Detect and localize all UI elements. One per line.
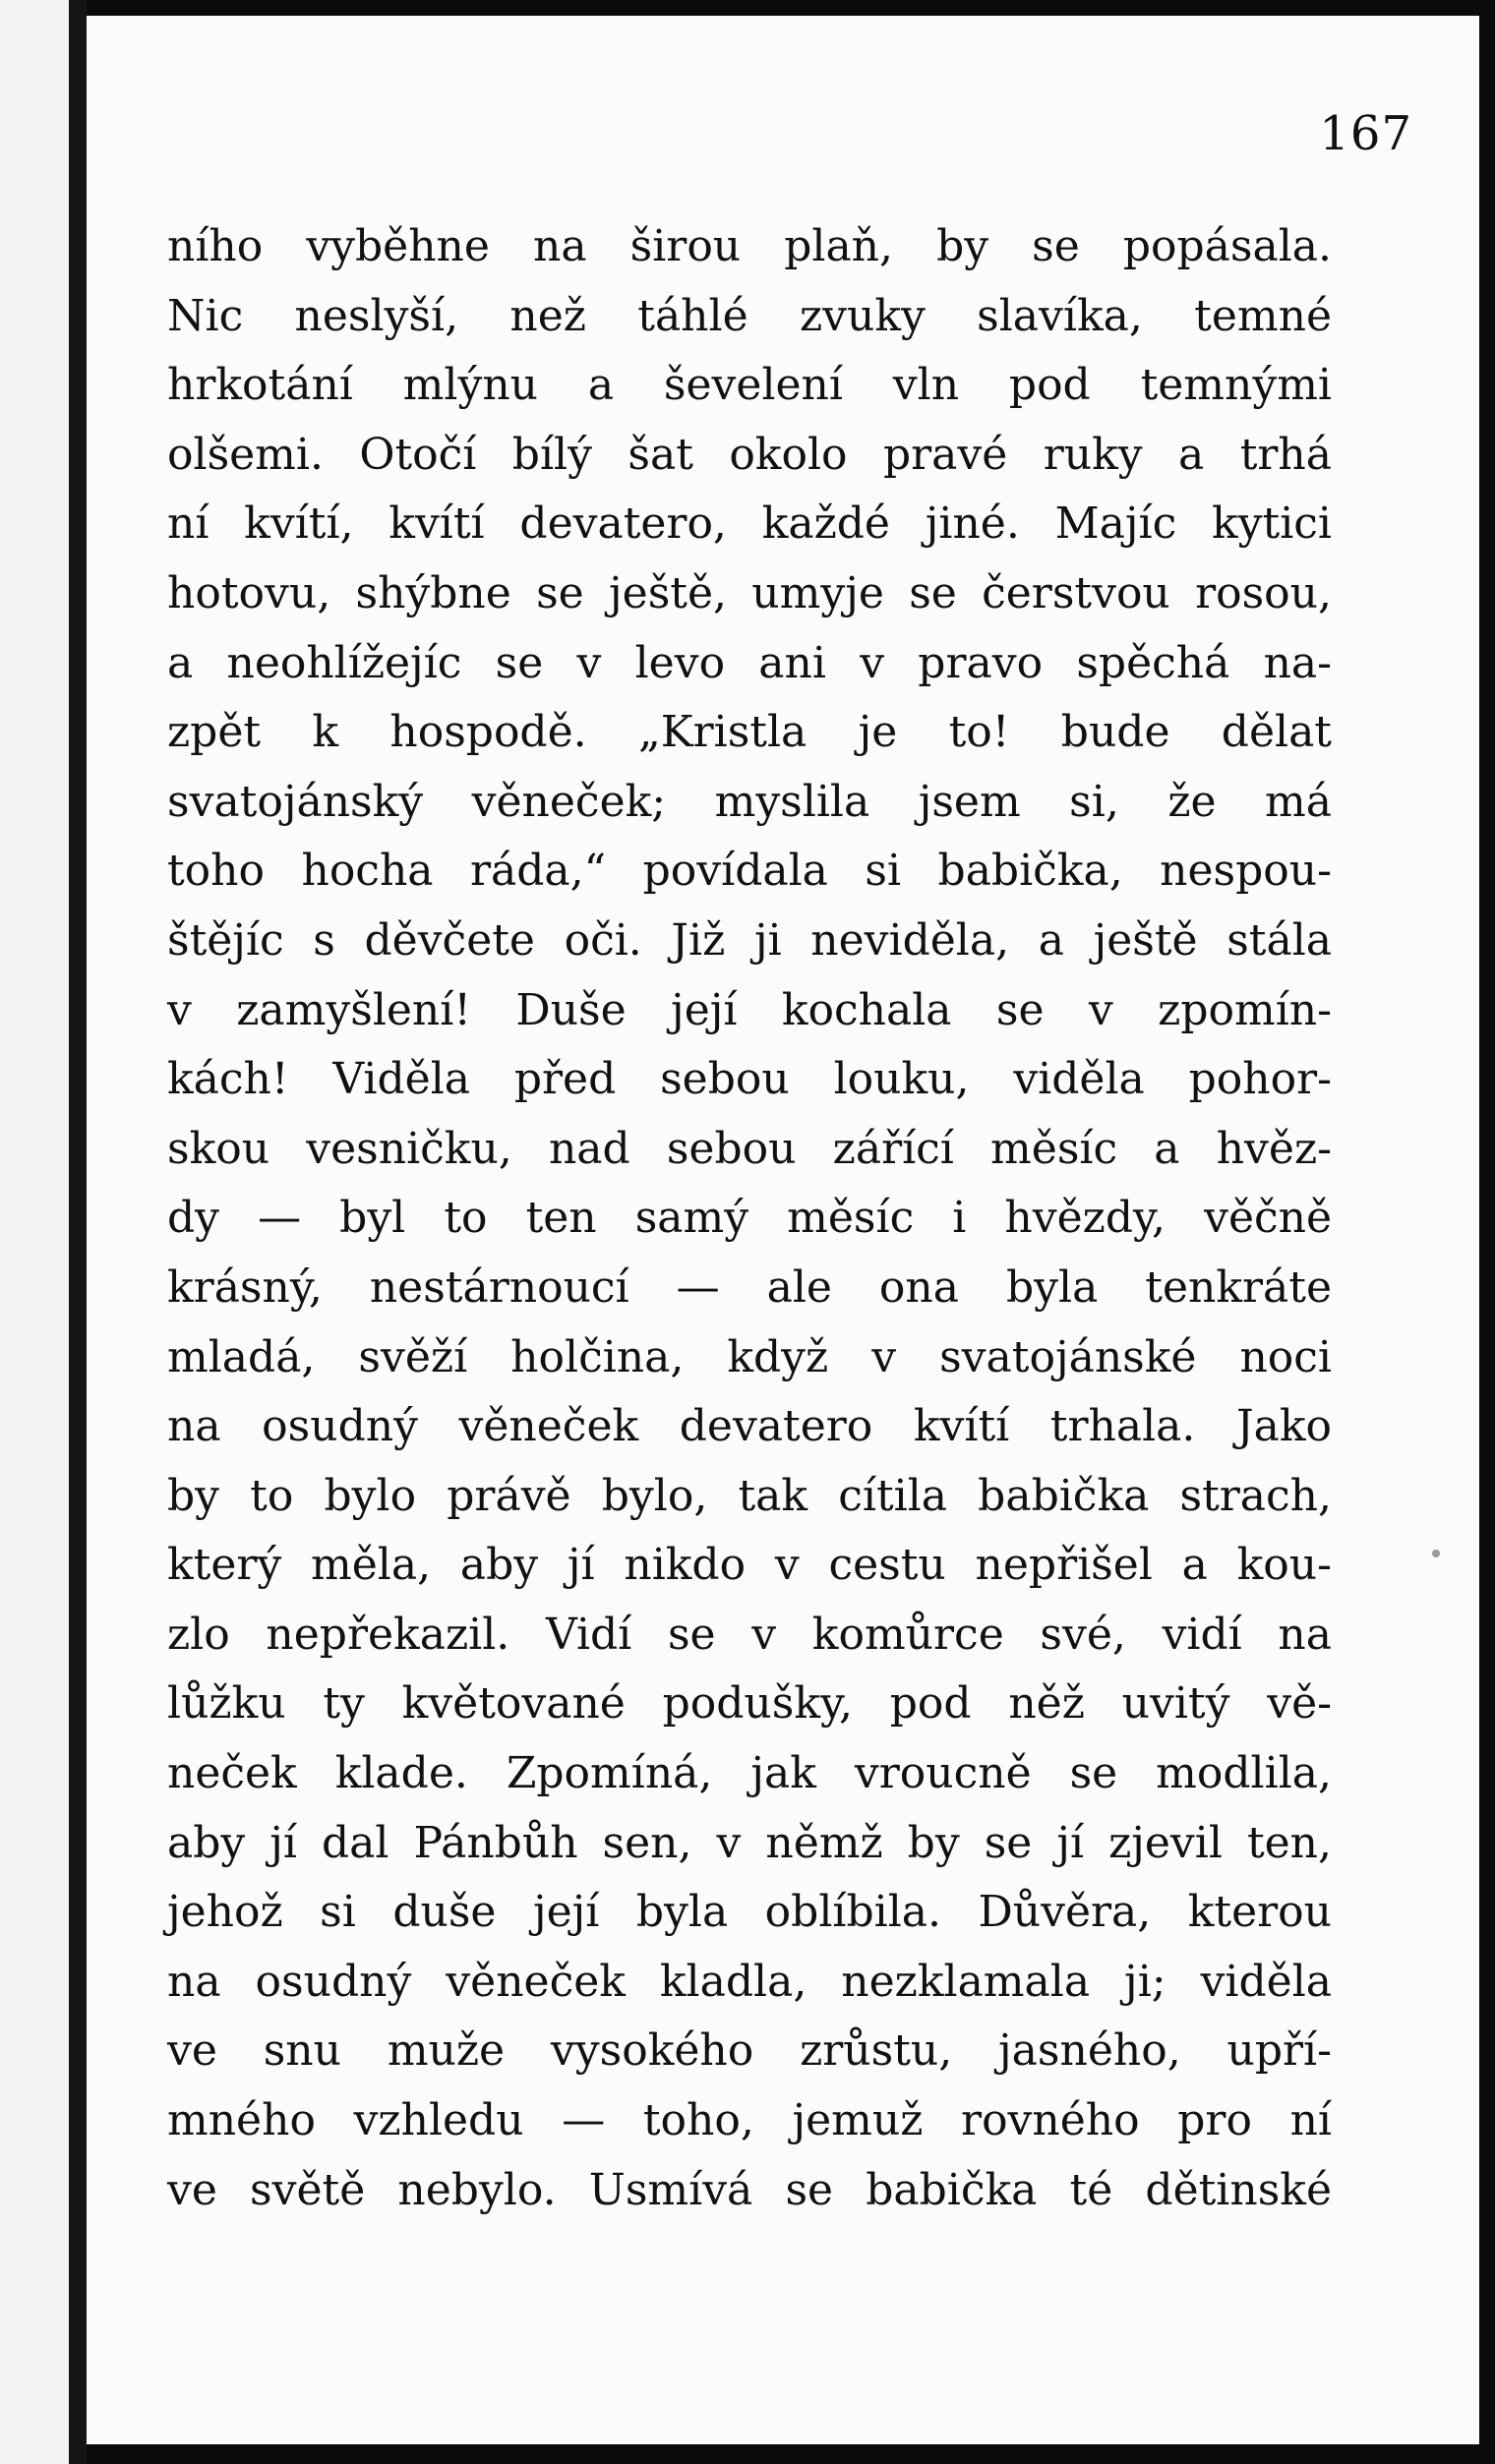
text-line: toho hocha ráda,“ povídala si babička, nespou- [167,846,1332,897]
text-line: aby jí dal Pánbůh sen, v němž by se jí zjevil ten, [167,1817,1332,1868]
text-line: ní kvítí, kvítí devatero, každé jiné. Majíc kytici [167,499,1332,550]
text-line: ve snu muže vysokého zrůstu, jasného, upří- [167,2025,1332,2077]
text-line: by to bylo právě bylo, tak cítila babička strach, [167,1470,1332,1521]
text-line: zlo nepřekazil. Vidí se v komůrce své, vidí na [167,1609,1332,1660]
text-line: v zamyšlení! Duše její kochala se v zpomín- [167,984,1332,1035]
text-line: olšemi. Otočí bílý šat okolo pravé ruky a trhá [167,429,1332,480]
text-line: mného vzhledu — toho, jemuž rovného pro ní [167,2095,1332,2146]
text-line: na osudný věneček devatero kvítí trhala. Jako [167,1401,1332,1452]
text-line: štějíc s děvčete oči. Již ji neviděla, a ještě stála [167,914,1332,966]
text-line: kách! Viděla před sebou louku, viděla pohor- [167,1054,1332,1105]
text-line: ve světě nebylo. Usmívá se babička té dětinské [167,2164,1332,2215]
text-line: krásný, nestárnoucí — ale ona byla tenkráte [167,1261,1332,1313]
paper-speck [1432,1550,1440,1557]
text-line: neček klade. Zpomíná, jak vroucně se modlila, [167,1748,1332,1799]
text-line: zpět k hospodě. „Kristla je to! bude dělat [167,707,1332,758]
text-line: hrkotání mlýnu a ševelení vln pod temnými [167,360,1332,411]
text-line: hotovu, shýbne se ještě, umyje se čerstvou rosou, [167,567,1332,618]
text-line: na osudný věneček kladla, nezklamala ji; viděla [167,1956,1332,2007]
text-line: ního vyběhne na širou plaň, by se popásala. [167,221,1332,271]
text-line: svatojánský věneček; myslila jsem si, že má [167,776,1332,827]
page-number: 167 [1319,106,1412,161]
spine-shadow [69,0,87,2464]
body-text [167,212,1332,2225]
text-line: mladá, svěží holčina, když v svatojánské noci [167,1331,1332,1382]
text-line: lůžku ty květované podušky, pod něž uvitý vě- [167,1678,1332,1730]
text-line: který měla, aby jí nikdo v cestu nepřišel a kou- [167,1540,1332,1591]
text-line: skou vesničku, nad sebou zářící měsíc a hvěz- [167,1123,1332,1174]
left-margin [0,0,69,2464]
text-line: a neohlížejíc se v levo ani v pravo spěchá na- [167,637,1332,688]
text-line: jehož si duše její byla oblíbila. Důvěra, kterou [167,1887,1332,1938]
text-line: dy — byl to ten samý měsíc i hvězdy, věčně [167,1193,1332,1244]
text-line: Nic neslyší, než táhlé zvuky slavíka, temné [167,290,1332,341]
book-page [87,16,1479,2444]
